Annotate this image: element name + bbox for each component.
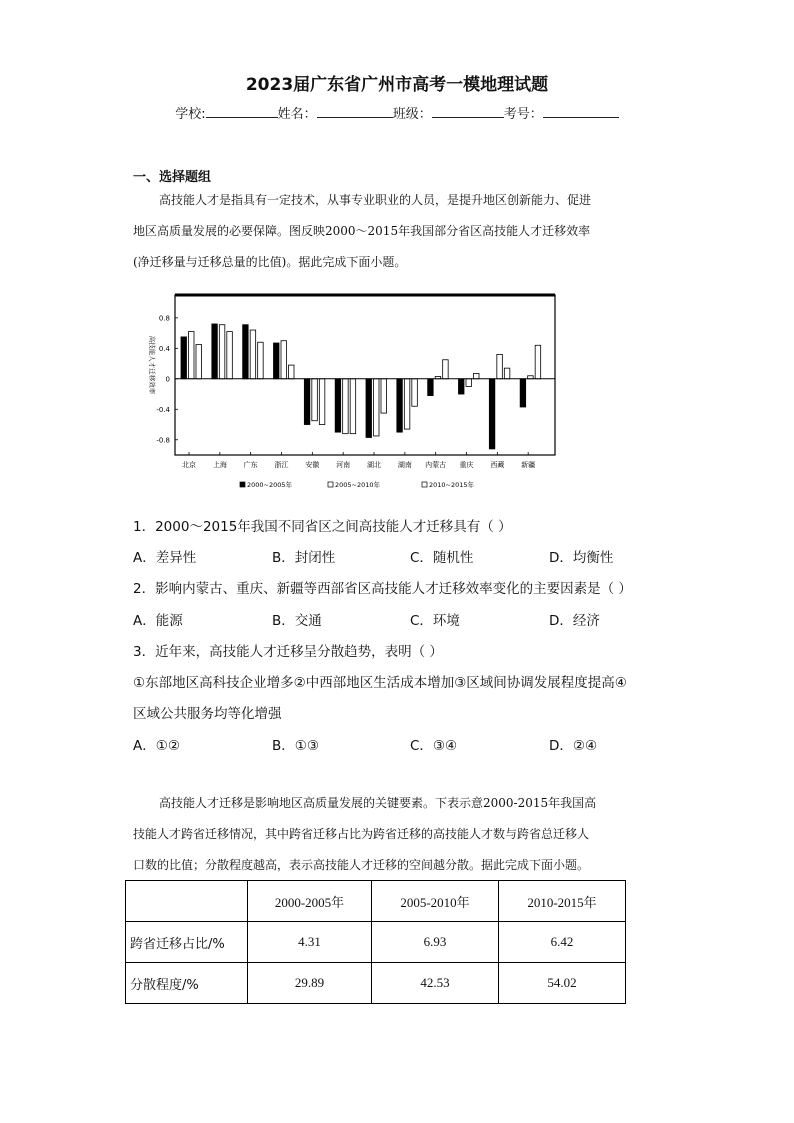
bar-2: [374, 379, 380, 436]
y-tick-label: -0.8: [156, 436, 170, 445]
bar-1: [459, 379, 465, 394]
class-blank[interactable]: [432, 105, 504, 118]
question-3-option-a[interactable]: A．①②: [133, 738, 180, 754]
bar-1: [274, 343, 280, 379]
table-cell: 42.53: [372, 963, 499, 1004]
x-tick-label: 河南: [336, 461, 351, 469]
bar-1: [243, 325, 249, 379]
bar-3: [504, 368, 510, 379]
question-2-option-a[interactable]: A．能源: [133, 613, 183, 629]
table-row-label: 分散程度/%: [126, 963, 248, 1004]
question-3-option-c[interactable]: C．③④: [410, 738, 458, 754]
legend-label: 2005~2010年: [335, 481, 381, 489]
x-tick-label: 浙江: [274, 461, 289, 469]
bar-2: [466, 379, 472, 387]
bar-2: [312, 379, 318, 421]
bar-1: [397, 379, 403, 432]
bar-3: [474, 373, 480, 378]
table-header-cell: [126, 881, 248, 922]
bar-3: [412, 379, 418, 406]
legend-swatch: [328, 482, 333, 487]
x-tick-label: 安徽: [305, 461, 320, 469]
page-title: 2023届广东省广州市高考一模地理试题: [245, 75, 549, 95]
table-cell: 4.31: [248, 922, 372, 963]
bar-2: [281, 341, 287, 379]
number-blank[interactable]: [543, 105, 619, 118]
x-tick-label: 上海: [212, 461, 227, 469]
question-3-option-b[interactable]: B．①③: [272, 738, 319, 754]
bar-3: [258, 342, 264, 379]
x-tick-label: 内蒙古: [425, 461, 447, 469]
question-2-stem: 2．影响内蒙古、重庆、新疆等西部省区高技能人才迁移效率变化的主要因素是（ ）: [133, 581, 632, 597]
class-label: 班级：: [392, 107, 432, 122]
number-label: 考号：: [503, 107, 543, 122]
table-cell: 54.02: [499, 963, 626, 1004]
bar-2: [219, 325, 225, 379]
legend-label: 2010~2015年: [429, 481, 475, 489]
question-2-option-d[interactable]: D．经济: [549, 613, 600, 629]
x-tick-label: 湖南: [397, 461, 412, 469]
bar-1: [181, 337, 187, 379]
passage-1-line: 高技能人才是指具有一定技术，从事专业职业的人员，是提升地区创新能力、促进: [159, 193, 592, 207]
bar-2: [250, 330, 256, 379]
name-label: 姓名：: [277, 107, 317, 122]
migration-efficiency-chart: [140, 290, 565, 495]
passage-1-line: (净迁移量与迁移总量的比值)。据此完成下面小题。: [133, 255, 407, 269]
y-tick-label: -0.4: [156, 405, 170, 414]
table-header-row: [126, 881, 626, 922]
school-label: 学校:: [175, 107, 206, 122]
bar-2: [343, 379, 349, 434]
bar-2: [497, 354, 503, 378]
chart-legend: [240, 480, 475, 489]
table-row: [126, 922, 626, 963]
bar-1: [304, 379, 310, 425]
x-tick-label: 西藏: [490, 461, 505, 469]
y-axis-label: 高技能人才迁移效率: [148, 335, 156, 395]
legend-swatch: [422, 482, 427, 487]
bar-1: [489, 379, 495, 449]
table-row-label: 跨省迁移占比/%: [126, 922, 248, 963]
table-header-cell: 2005-2010年: [372, 881, 499, 922]
question-1-stem: 1．2000～2015年我国不同省区之间高技能人才迁移具有（ ）: [133, 519, 512, 535]
bar-3: [443, 360, 449, 379]
passage-1-line: 地区高质量发展的必要保障。图反映2000～2015年我国部分省区高技能人才迁移效率: [133, 224, 591, 238]
question-1-option-c[interactable]: C．随机性: [410, 550, 474, 566]
student-info-line: [0, 103, 794, 122]
passage-1: [133, 185, 661, 278]
bar-1: [335, 379, 341, 432]
bar-2: [404, 379, 410, 429]
bar-2: [189, 332, 195, 379]
table-header-cell: 2010-2015年: [499, 881, 626, 922]
question-1-option-a[interactable]: A．差异性: [133, 550, 197, 566]
table-header-cell: 2000-2005年: [248, 881, 372, 922]
chart-bars: [181, 324, 541, 449]
table-cell: 6.93: [372, 922, 499, 963]
migration-table: [125, 880, 626, 1004]
x-tick-label: 北京: [182, 461, 196, 469]
question-1-option-b[interactable]: B．封闭性: [272, 550, 336, 566]
table-cell: 29.89: [248, 963, 372, 1004]
bar-3: [535, 345, 541, 379]
school-blank[interactable]: [206, 105, 278, 118]
bar-3: [319, 379, 325, 425]
legend-swatch: [240, 482, 245, 487]
bar-3: [381, 379, 387, 413]
x-tick-label: 湖北: [367, 461, 381, 469]
x-tick-label: 广东: [243, 461, 258, 469]
bar-3: [289, 365, 295, 379]
question-3-statements-line: ①东部地区高科技企业增多②中西部地区生活成本增加③区域间协调发展程度提高④: [133, 675, 627, 691]
bar-3: [350, 379, 356, 434]
question-2-option-b[interactable]: B．交通: [272, 613, 322, 629]
passage-2-line: 口数的比值；分散程度越高，表示高技能人才迁移的空间越分散。据此完成下面小题。: [133, 858, 590, 872]
bar-1: [212, 324, 218, 379]
bar-1: [520, 379, 526, 407]
passage-2-line: 高技能人才迁移是影响地区高质量发展的关键要素。下表示意2000-2015年我国高: [159, 796, 597, 810]
legend-label: 2000~2005年: [247, 481, 293, 489]
bar-1: [366, 379, 372, 438]
question-3-stem: 3．近年来，高技能人才迁移呈分散趋势，表明（ ）: [133, 644, 443, 660]
question-2-option-c[interactable]: C．环境: [410, 613, 460, 629]
y-tick-label: 0: [165, 375, 170, 384]
y-tick-label: 0.8: [158, 314, 170, 323]
y-tick-label: 0.4: [158, 344, 170, 353]
passage-2-line: 技能人才跨省迁移情况，其中跨省迁移占比为跨省迁移的高技能人才数与跨省总迁移人: [133, 827, 590, 841]
table-row: [126, 963, 626, 1004]
bar-3: [227, 332, 233, 379]
x-tick-label: 新疆: [521, 461, 536, 469]
table-cell: 6.42: [499, 922, 626, 963]
x-tick-label: 重庆: [459, 461, 474, 469]
bar-3: [196, 345, 202, 379]
name-blank[interactable]: [317, 105, 393, 118]
bar-1: [428, 379, 434, 396]
question-1-option-d[interactable]: D．均衡性: [549, 550, 614, 566]
section-heading: 一、选择题组: [133, 170, 212, 185]
question-3-statements-line: 区域公共服务均等化增强: [133, 706, 282, 722]
question-3-option-d[interactable]: D．②④: [549, 738, 598, 754]
passage-2: [133, 788, 661, 881]
